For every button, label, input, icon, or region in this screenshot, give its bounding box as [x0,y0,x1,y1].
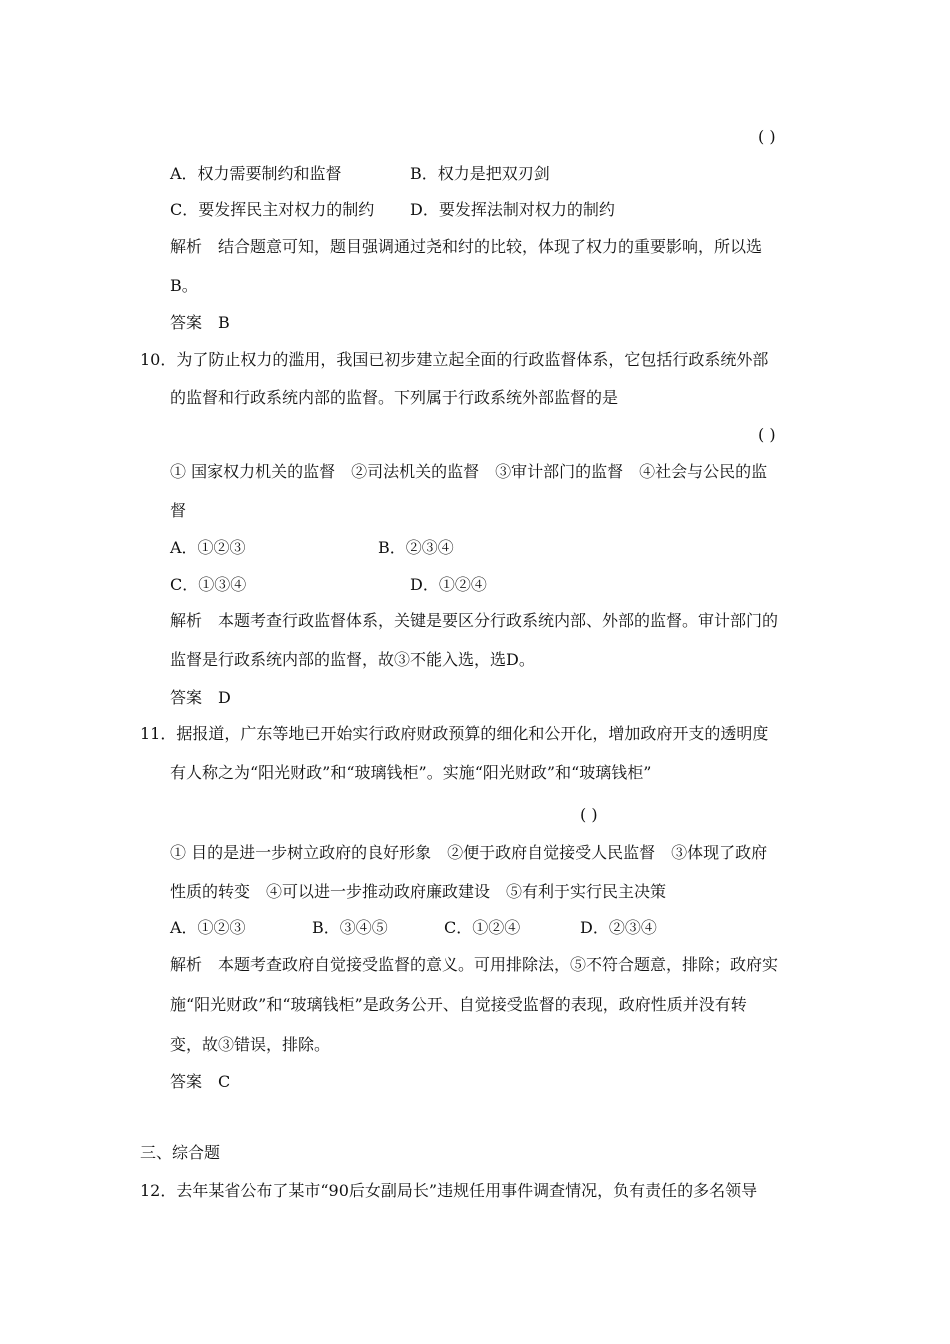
q11-option-c: C．①②④ [444,918,521,937]
q9-option-b: B．权力是把双刃剑 [410,164,550,183]
q9-analysis-line-2: B。 [170,276,198,295]
q10-option-b: B．②③④ [378,538,454,557]
q10-stem-line-2: 的监督和行政系统内部的监督。下列属于行政系统外部监督的是 [170,388,619,407]
q10-items-line-2: 督 [170,501,187,520]
q11-items-line-2: 性质的转变 ④可以进一步推动政府廉政建设 ⑤有利于实行民主决策 [170,882,667,901]
q9-answer-bracket: ( ) [758,127,776,146]
q10-answer-bracket: ( ) [758,425,776,444]
q11-items-line-1: ① 目的是进一步树立政府的良好形象 ②便于政府自觉接受人民监督 ③体现了政府 [170,843,768,862]
q11-stem-line-1: 11．据报道，广东等地已开始实行政府财政预算的细化和公开化，增加政府开支的透明度 [140,724,769,743]
q11-option-b: B．③④⑤ [312,918,388,937]
q10-option-a: A．①②③ [170,538,246,557]
q11-analysis-line-1: 解析 本题考查政府自觉接受监督的意义。可用排除法，⑤不符合题意，排除；政府实 [170,955,779,974]
q9-option-a: A．权力需要制约和监督 [170,164,342,183]
q9-analysis-line-1: 解析 结合题意可知，题目强调通过尧和纣的比较，体现了权力的重要影响，所以选 [170,237,763,256]
q10-analysis-line-2: 监督是行政系统内部的监督，故③不能入选，选D。 [170,650,535,669]
q9-option-d: D．要发挥法制对权力的制约 [410,200,615,219]
q9-option-c: C．要发挥民主对权力的制约 [170,200,375,219]
q11-option-a: A．①②③ [170,918,246,937]
q10-items-line-1: ① 国家权力机关的监督 ②司法机关的监督 ③审计部门的监督 ④社会与公民的监 [170,462,768,481]
q11-analysis-line-3: 变，故③错误，排除。 [170,1035,331,1054]
q11-stem-line-2: 有人称之为“阳光财政”和“玻璃钱柜”。实施“阳光财政”和“玻璃钱柜” [170,763,652,782]
q11-answer: 答案 C [170,1072,231,1091]
q10-option-d: D．①②④ [410,575,487,594]
q12-stem-line-1: 12．去年某省公布了某市“90后女副局长”违规任用事件调查情况，负有责任的多名领导 [140,1181,758,1200]
q11-analysis-line-2: 施“阳光财政”和“玻璃钱柜”是政务公开、自觉接受监督的表现，政府性质并没有转 [170,995,747,1014]
q11-answer-bracket: ( ) [580,805,598,824]
q10-analysis-line-1: 解析 本题考查行政监督体系，关键是要区分行政系统内部、外部的监督。审计部门的 [170,611,779,630]
q10-answer: 答案 D [170,688,231,707]
section-heading: 三、综合题 [140,1143,221,1162]
q10-option-c: C．①③④ [170,575,247,594]
q11-option-d: D．②③④ [580,918,657,937]
q9-answer: 答案 B [170,313,230,332]
q10-stem-line-1: 10．为了防止权力的滥用，我国已初步建立起全面的行政监督体系，它包括行政系统外部 [140,350,769,369]
